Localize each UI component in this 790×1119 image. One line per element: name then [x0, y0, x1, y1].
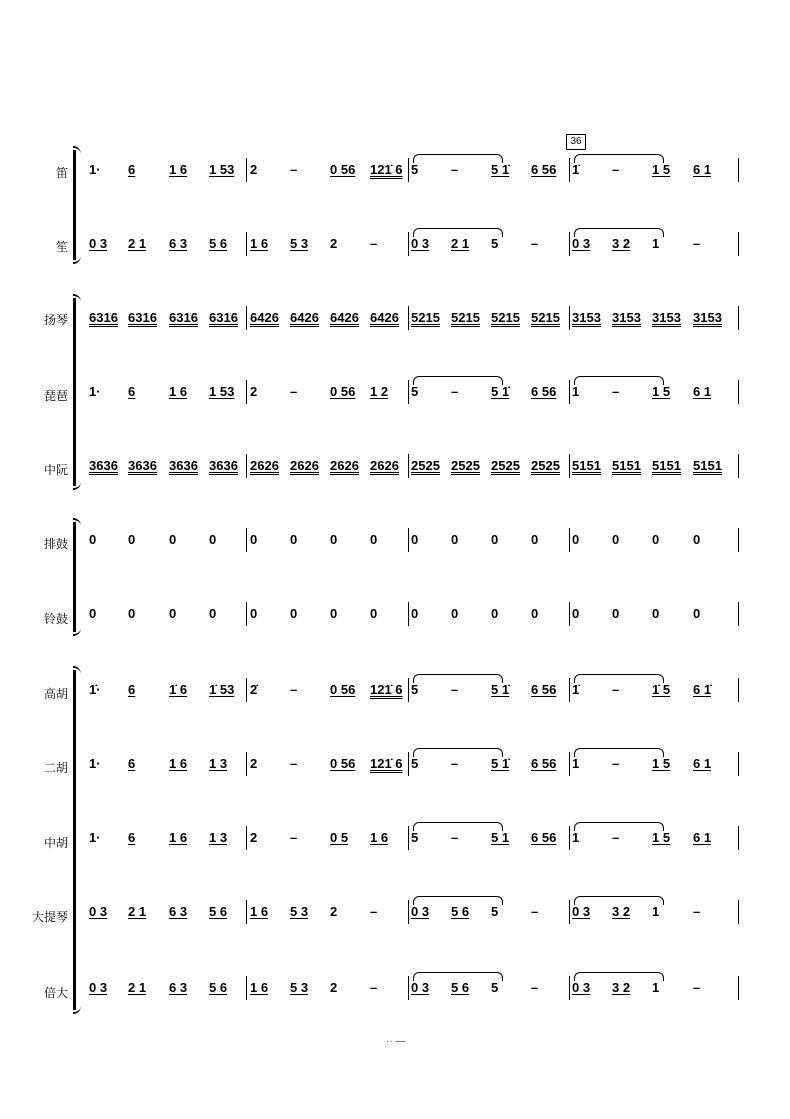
note-group: 2525: [531, 458, 560, 473]
note-group: 5: [491, 980, 499, 995]
note-group: 6: [128, 384, 136, 399]
instrument-label: 二胡: [43, 761, 68, 775]
note-group: 0: [290, 532, 298, 547]
instrument-label: 倍大: [43, 986, 68, 1000]
note-group: –: [290, 830, 298, 845]
note-group: 1̇: [572, 682, 580, 697]
barline: [569, 232, 570, 256]
tie-slur: [413, 972, 503, 981]
note-group: 5 6: [209, 980, 228, 995]
note-group: 6 3: [169, 980, 188, 995]
note-group: 1: [572, 756, 580, 771]
note-group: 1: [652, 236, 660, 251]
end-barline: [738, 678, 739, 702]
instrument-label: 扬琴: [43, 313, 68, 327]
note-group: 2525: [411, 458, 440, 473]
instrument-label: 排鼓: [43, 537, 68, 551]
note-group: 5: [411, 756, 419, 771]
end-barline: [738, 826, 739, 850]
note-group: 1 6: [169, 384, 188, 399]
note-group: 6 1̇: [693, 682, 712, 697]
note-group: 1 6: [370, 830, 389, 845]
note-group: 6 56: [531, 756, 557, 771]
barline: [569, 306, 570, 330]
note-group: 0: [169, 532, 177, 547]
note-group: 0 3: [572, 236, 591, 251]
instrument-label: 大提琴: [31, 910, 68, 924]
page-number: ·· —: [386, 1036, 406, 1047]
note-group: 1·: [89, 384, 101, 399]
note-group: –: [531, 236, 539, 251]
note-group: 6: [128, 682, 136, 697]
note-group: 0: [290, 606, 298, 621]
barline: [408, 232, 409, 256]
note-group: 6 1: [693, 756, 712, 771]
note-group: 1·: [89, 162, 101, 177]
group-bracket-winds: [73, 150, 82, 260]
instrument-label: 中胡: [43, 836, 68, 850]
note-group: 2626: [250, 458, 279, 473]
note-group: 2: [250, 756, 258, 771]
note-group: 2626: [290, 458, 319, 473]
barline: [569, 602, 570, 626]
note-group: 0: [128, 606, 136, 621]
instrument-label: 笛: [55, 166, 68, 180]
note-group: 3 2: [612, 980, 631, 995]
instrument-label: 高胡: [43, 687, 68, 701]
instrument-label: 笙: [55, 240, 68, 254]
note-group: 1 5: [652, 384, 671, 399]
group-bracket-plucked: [73, 298, 82, 486]
note-group: 5: [411, 682, 419, 697]
tie-slur: [574, 674, 664, 683]
note-group: 0 5: [330, 830, 349, 845]
note-group: 1̇: [572, 162, 580, 177]
note-group: 6316: [169, 310, 198, 325]
note-group: –: [370, 980, 378, 995]
note-group: 0 3: [411, 904, 430, 919]
note-group: –: [531, 904, 539, 919]
note-group: 0 56: [330, 162, 356, 177]
note-group: 2626: [330, 458, 359, 473]
note-group: 2: [250, 162, 258, 177]
barline: [408, 528, 409, 552]
note-group: 6 1: [693, 384, 712, 399]
barline: [569, 454, 570, 478]
note-group: 1 5: [652, 830, 671, 845]
group-bracket-bowed: [73, 670, 82, 1010]
tie-slur: [413, 822, 503, 831]
note-group: 0: [128, 532, 136, 547]
note-group: –: [290, 384, 298, 399]
note-group: 5 1: [491, 830, 510, 845]
note-group: 2: [250, 830, 258, 845]
barline: [246, 752, 247, 776]
barline: [569, 900, 570, 924]
note-group: 5 1̇: [491, 384, 510, 399]
note-group: 5: [411, 830, 419, 845]
instrument-label: 中阮: [43, 463, 68, 477]
barline: [408, 976, 409, 1000]
note-group: 5215: [531, 310, 560, 325]
barline: [569, 752, 570, 776]
note-group: 3 2: [612, 236, 631, 251]
note-group: 0 56: [330, 756, 356, 771]
note-group: –: [370, 904, 378, 919]
note-group: 5 1̇: [491, 756, 510, 771]
instrument-label: 琵琶: [43, 389, 68, 403]
note-group: 2̇: [250, 682, 258, 697]
note-group: 6316: [89, 310, 118, 325]
end-barline: [738, 602, 739, 626]
note-group: 0: [491, 532, 499, 547]
barline: [408, 602, 409, 626]
note-group: 0: [250, 532, 258, 547]
note-group: 0: [411, 606, 419, 621]
note-group: 1̇ 5: [652, 682, 671, 697]
note-group: –: [451, 830, 459, 845]
note-group: 121̇ 6: [370, 756, 403, 771]
tie-slur: [574, 376, 664, 385]
note-group: 0 56: [330, 384, 356, 399]
barline: [246, 900, 247, 924]
barline: [246, 232, 247, 256]
note-group: 1: [572, 830, 580, 845]
note-group: 1̇ 53: [209, 682, 235, 697]
note-group: 1 53: [209, 384, 235, 399]
note-group: 1 3: [209, 830, 228, 845]
note-group: 1 6: [169, 830, 188, 845]
barline: [408, 158, 409, 182]
barline: [246, 380, 247, 404]
end-barline: [738, 528, 739, 552]
note-group: 0: [89, 606, 97, 621]
note-group: 0: [209, 532, 217, 547]
note-group: 5: [411, 162, 419, 177]
note-group: 1·: [89, 830, 101, 845]
note-group: 2 1: [128, 904, 147, 919]
note-group: 0 3: [572, 904, 591, 919]
note-group: 0 3: [89, 980, 108, 995]
note-group: 5 6: [451, 980, 470, 995]
note-group: 1·: [89, 756, 101, 771]
barline: [569, 976, 570, 1000]
note-group: 1 6: [250, 236, 269, 251]
note-group: –: [693, 236, 701, 251]
note-group: 3153: [572, 310, 601, 325]
note-group: –: [451, 682, 459, 697]
barline: [408, 454, 409, 478]
note-group: 5151: [612, 458, 641, 473]
note-group: 5151: [652, 458, 681, 473]
barline: [569, 158, 570, 182]
barline: [246, 602, 247, 626]
barline: [569, 380, 570, 404]
note-group: –: [612, 830, 620, 845]
note-group: 5215: [451, 310, 480, 325]
note-group: 5: [411, 384, 419, 399]
end-barline: [738, 158, 739, 182]
instrument-label: 铃鼓: [43, 612, 68, 626]
note-group: 6 1: [693, 830, 712, 845]
note-group: 0: [531, 606, 539, 621]
note-group: 6426: [250, 310, 279, 325]
barline: [569, 678, 570, 702]
tie-slur: [574, 154, 664, 163]
note-group: –: [290, 682, 298, 697]
note-group: 6316: [209, 310, 238, 325]
note-group: 5 1̇: [491, 162, 510, 177]
note-group: 0: [370, 532, 378, 547]
note-group: 6: [128, 830, 136, 845]
note-group: 5215: [491, 310, 520, 325]
note-group: 1: [652, 904, 660, 919]
note-group: 0 3: [89, 904, 108, 919]
note-group: –: [612, 682, 620, 697]
note-group: –: [531, 980, 539, 995]
note-group: 1: [572, 384, 580, 399]
tie-slur: [574, 228, 664, 237]
note-group: 1 5: [652, 756, 671, 771]
note-group: 2: [330, 980, 338, 995]
tie-slur: [574, 972, 664, 981]
note-group: –: [290, 756, 298, 771]
note-group: –: [290, 162, 298, 177]
note-group: 2: [330, 236, 338, 251]
note-group: 1̇ 6: [169, 682, 188, 697]
note-group: 1: [652, 980, 660, 995]
note-group: 3 2: [612, 904, 631, 919]
note-group: 2525: [451, 458, 480, 473]
note-group: 2 1: [128, 236, 147, 251]
note-group: 6 56: [531, 830, 557, 845]
tie-slur: [413, 674, 503, 683]
note-group: 6426: [370, 310, 399, 325]
note-group: 0 3: [572, 980, 591, 995]
note-group: 0: [89, 532, 97, 547]
end-barline: [738, 752, 739, 776]
note-group: 0: [693, 532, 701, 547]
barline: [246, 976, 247, 1000]
note-group: 1 3: [209, 756, 228, 771]
barline: [246, 528, 247, 552]
note-group: –: [451, 162, 459, 177]
note-group: 0: [330, 532, 338, 547]
note-group: 5 1̇: [491, 682, 510, 697]
note-group: 0: [411, 532, 419, 547]
note-group: 2: [250, 384, 258, 399]
note-group: 3636: [89, 458, 118, 473]
note-group: 1 5: [652, 162, 671, 177]
note-group: 1 53: [209, 162, 235, 177]
note-group: 5 6: [209, 236, 228, 251]
end-barline: [738, 976, 739, 1000]
note-group: 6 1: [693, 162, 712, 177]
note-group: 0: [612, 532, 620, 547]
note-group: 5 6: [451, 904, 470, 919]
note-group: 2 1: [128, 980, 147, 995]
note-group: 0: [531, 532, 539, 547]
note-group: 0 56: [330, 682, 356, 697]
note-group: 1 6: [169, 756, 188, 771]
note-group: 6 3: [169, 904, 188, 919]
note-group: 0: [652, 532, 660, 547]
note-group: 0: [330, 606, 338, 621]
barline: [246, 306, 247, 330]
note-group: –: [693, 980, 701, 995]
note-group: 121̇ 6: [370, 682, 403, 697]
note-group: 2626: [370, 458, 399, 473]
tie-slur: [413, 228, 503, 237]
note-group: 5 3: [290, 236, 309, 251]
note-group: 0: [169, 606, 177, 621]
barline: [408, 900, 409, 924]
note-group: 3153: [612, 310, 641, 325]
note-group: 2525: [491, 458, 520, 473]
note-group: 3153: [652, 310, 681, 325]
group-bracket-percussion: [73, 522, 82, 632]
barline: [408, 826, 409, 850]
note-group: 0: [209, 606, 217, 621]
note-group: 121̇ 6: [370, 162, 403, 177]
note-group: 1 6: [250, 904, 269, 919]
note-group: 5151: [572, 458, 601, 473]
tie-slur: [413, 376, 503, 385]
note-group: 3636: [169, 458, 198, 473]
tie-slur: [574, 822, 664, 831]
note-group: –: [451, 756, 459, 771]
rehearsal-mark: 36: [566, 134, 586, 150]
note-group: 0: [451, 532, 459, 547]
note-group: 0: [250, 606, 258, 621]
note-group: 0: [451, 606, 459, 621]
end-barline: [738, 232, 739, 256]
note-group: 6 56: [531, 162, 557, 177]
note-group: 1 2: [370, 384, 389, 399]
note-group: 5 6: [209, 904, 228, 919]
note-group: 6 3: [169, 236, 188, 251]
barline: [569, 528, 570, 552]
note-group: 6 56: [531, 384, 557, 399]
note-group: 0 3: [411, 236, 430, 251]
end-barline: [738, 900, 739, 924]
note-group: 0 3: [411, 980, 430, 995]
note-group: 5 3: [290, 980, 309, 995]
note-group: 2: [330, 904, 338, 919]
note-group: –: [693, 904, 701, 919]
barline: [246, 826, 247, 850]
note-group: 0: [491, 606, 499, 621]
tie-slur: [413, 154, 503, 163]
barline: [408, 678, 409, 702]
note-group: 1 6: [169, 162, 188, 177]
note-group: 6 56: [531, 682, 557, 697]
note-group: 6426: [330, 310, 359, 325]
note-group: 0: [693, 606, 701, 621]
note-group: 3153: [693, 310, 722, 325]
note-group: 1̇·: [89, 682, 101, 697]
note-group: 0: [572, 532, 580, 547]
note-group: –: [612, 384, 620, 399]
note-group: 6: [128, 756, 136, 771]
barline: [246, 158, 247, 182]
note-group: 5 3: [290, 904, 309, 919]
note-group: –: [451, 384, 459, 399]
note-group: 0: [370, 606, 378, 621]
end-barline: [738, 380, 739, 404]
note-group: 2 1: [451, 236, 470, 251]
tie-slur: [574, 896, 664, 905]
barline: [246, 678, 247, 702]
note-group: –: [370, 236, 378, 251]
end-barline: [738, 306, 739, 330]
note-group: 6: [128, 162, 136, 177]
note-group: 5215: [411, 310, 440, 325]
barline: [246, 454, 247, 478]
note-group: –: [612, 162, 620, 177]
barline: [408, 380, 409, 404]
note-group: 5: [491, 904, 499, 919]
note-group: 6426: [290, 310, 319, 325]
note-group: 0: [652, 606, 660, 621]
note-group: 5151: [693, 458, 722, 473]
tie-slur: [574, 748, 664, 757]
note-group: –: [612, 756, 620, 771]
note-group: 3636: [209, 458, 238, 473]
note-group: 0 3: [89, 236, 108, 251]
note-group: 0: [612, 606, 620, 621]
note-group: 5: [491, 236, 499, 251]
note-group: 3636: [128, 458, 157, 473]
note-group: 6316: [128, 310, 157, 325]
barline: [408, 306, 409, 330]
end-barline: [738, 454, 739, 478]
note-group: 0: [572, 606, 580, 621]
barline: [408, 752, 409, 776]
tie-slur: [413, 896, 503, 905]
tie-slur: [413, 748, 503, 757]
barline: [569, 826, 570, 850]
note-group: 1 6: [250, 980, 269, 995]
